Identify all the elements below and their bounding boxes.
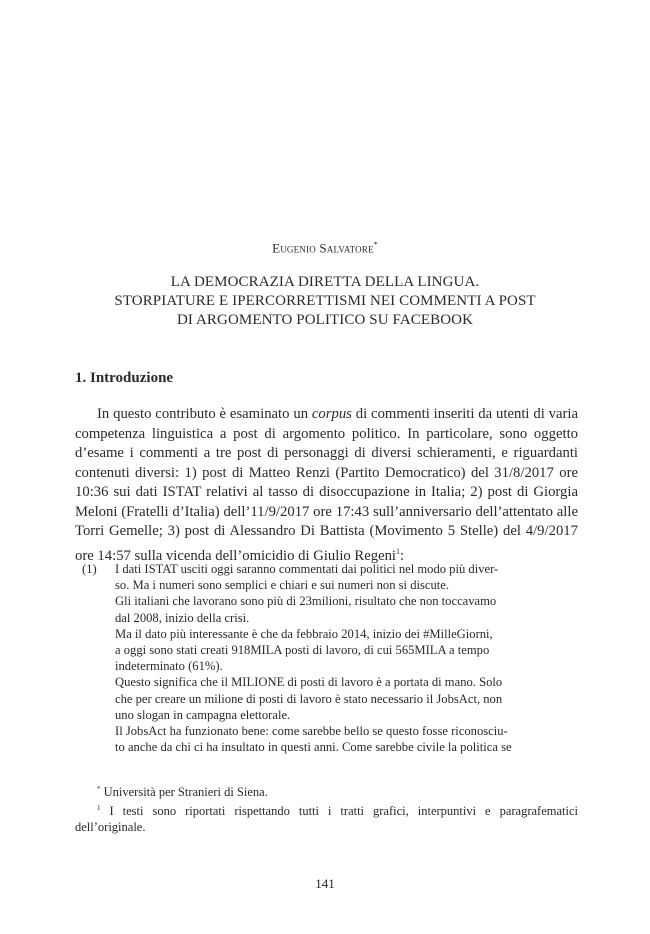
footnotes: [75, 781, 578, 835]
author-footnote-mark: *: [373, 240, 378, 249]
intro-text-end: :: [400, 547, 405, 564]
example-line: che per creare un milione di posti di lavoro è stato necessario il JobsAct, non: [115, 691, 503, 706]
intro-paragraph: [75, 405, 578, 566]
example-line: uno slogan in campagna elettorale.: [115, 707, 291, 722]
title-line: STORPIATURE E IPERCORRETTISMI NEI COMMENTI A POST: [114, 293, 536, 309]
example-line: so. Ma i numeri sono semplici e chiari e sui numeri non si discute.: [115, 578, 450, 593]
example-quote: [115, 561, 545, 755]
example-line: to anche da chi ci ha insultato in questi anni. Come sarebbe civile la politica se: [115, 740, 512, 755]
title-line: LA DEMOCRAZIA DIRETTA DELLA LINGUA.: [170, 274, 480, 290]
example-line: I dati ISTAT usciti oggi saranno commentati dai politici nel modo più diver-: [115, 562, 499, 576]
footnote-text: I testi sono riportati rispettando tutti i tratti grafici, interpuntivi e paragrafematici dell’originale.: [75, 804, 579, 835]
example-line: Questo significa che il MILIONE di posti di lavoro è a portata di mano. Solo: [115, 675, 503, 690]
footnote-author-affiliation: [75, 781, 578, 800]
author-line: [0, 240, 650, 256]
intro-text-start: In questo contributo è esaminato un: [97, 406, 312, 422]
example-line: indeterminato (61%).: [115, 659, 223, 674]
intro-italic-word: corpus: [311, 406, 352, 422]
section-heading: 1. Introduzione: [75, 370, 174, 386]
footnote-text: Università per Stranieri di Siena.: [103, 785, 268, 800]
footnote-reference[interactable]: 1: [396, 546, 401, 556]
example-line: Il JobsAct ha funzionato bene: come sarebbe bello se questo fosse riconosciu-: [115, 724, 508, 739]
page-number: 141: [315, 876, 335, 891]
example-number: (1): [82, 562, 97, 576]
intro-text-body: di commenti inseriti da utenti di varia competenza linguistica a post di argomento politico. In particolare, sono oggetto d’esame i commenti a tre post di personaggi di diversi schieramenti, e riguardanti contenuti diversi: 1) post di Matteo Renzi (Partito Democratico) del 31/8/2017 ore 10:36 sui dati ISTAT relativi al tasso di disoccupazione in Italia; 2) post di Giorgia Meloni (Fratelli d’Italia) dell’11/9/2017 ore 17:43 sull’anniversario dell’attentato alle Torri Gemelle; 3) post di Alessandro Di Battista (Movimento 5 Stelle) del 4/9/2017 ore 14:57 sulla vicenda dell’omicidio di Giulio Regeni: [75, 406, 578, 564]
title-line: DI ARGOMENTO POLITICO SU FACEBOOK: [176, 312, 474, 328]
footnote-1: [75, 800, 578, 835]
author-name: Eugenio Salvatore: [272, 240, 374, 256]
example-line: Gli italiani che lavorano sono più di 23milioni, risultato che non toccavamo: [115, 594, 497, 609]
example-line: dal 2008, inizio della crisi.: [115, 610, 250, 625]
article-title: [60, 273, 590, 330]
footnote-mark: *: [97, 785, 101, 793]
example-line: a oggi sono stati creati 918MILA posti di lavoro, di cui 565MILA a tempo: [115, 643, 490, 658]
footnote-mark: 1: [97, 804, 101, 813]
example-line: Ma il dato più interessante è che da febbraio 2014, inizio dei #MilleGiorni,: [115, 626, 493, 641]
